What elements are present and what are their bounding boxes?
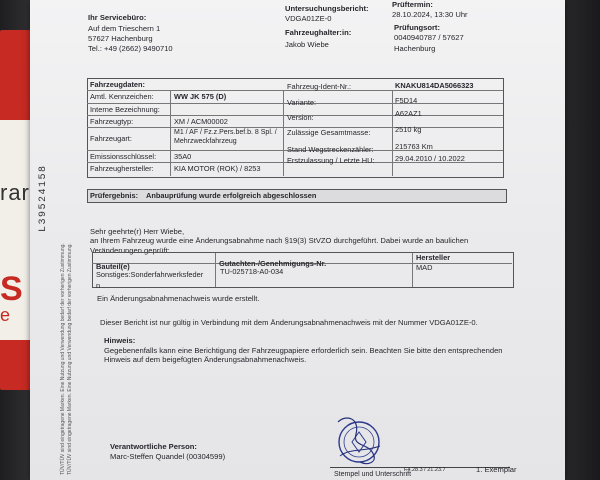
result-text: Anbauprüfung wurde erfolgreich abgeschlossen bbox=[146, 191, 317, 200]
holder-label: Fahrzeughalter:in: bbox=[285, 28, 352, 37]
location-line-1: 0040940787 / 57627 bbox=[394, 33, 464, 42]
responsible-name: Marc-Steffen Quandel (00304599) bbox=[110, 452, 226, 461]
vehicle-left-label: Emissionsschlüssel: bbox=[90, 152, 157, 161]
vehicle-left-label: Amtl. Kennzeichen: bbox=[90, 92, 154, 101]
office-line-3: Tel.: +49 (2662) 9490710 bbox=[88, 44, 173, 53]
responsible-label: Verantwortliche Person: bbox=[110, 442, 197, 451]
vehicle-left-label: Fahrzeugart: bbox=[90, 134, 132, 143]
table-column-rule bbox=[283, 90, 284, 176]
serial-number: L39524158 bbox=[38, 164, 49, 232]
hint-label: Hinweis: bbox=[104, 336, 136, 345]
vehicle-left-value: M1 / AF / Fz.z.Pers.bef.b. 8 Spl. / Mehrzweckfahrzeug bbox=[174, 129, 277, 145]
parts-header-part: Bauteil(e) bbox=[96, 262, 130, 271]
vehicle-right-label: Variante: bbox=[287, 98, 317, 107]
vehicle-right-label: Fahrzeug-Ident-Nr.: bbox=[287, 82, 352, 91]
vehicle-right-value: F5D14 bbox=[395, 96, 418, 105]
location-label: Prüfungsort: bbox=[394, 23, 440, 32]
hint-line-1: Gegebenenfalls kann eine Berichtigung der Fahrzeugpapiere erforderlich sein. Beachten Sie bitte den entsprechenden bbox=[104, 346, 503, 355]
table-column-rule bbox=[392, 90, 393, 176]
body-line-1: an Ihrem Fahrzeug wurde eine Änderungsabnahme nach §19(3) StVZO durchgeführt. Dabei wurde an baulichen bbox=[90, 236, 469, 245]
salutation: Sehr geehrte(r) Herr Wiebe, bbox=[90, 227, 185, 236]
stamp-label: Stempel und Unterschrift bbox=[334, 471, 412, 478]
vehicle-right-label: Erstzulassung / Letzte HU: bbox=[287, 156, 375, 165]
parts-header-cert: Gutachten-/Genehmigungs-Nr. bbox=[219, 259, 327, 268]
parts-row-maker: MAD bbox=[416, 263, 433, 272]
vehicle-right-value: KNAKU814DA5066323 bbox=[395, 81, 474, 90]
vehicle-right-label: Version: bbox=[287, 113, 314, 122]
report-number: VDGA01ZE-0 bbox=[285, 14, 332, 23]
copy-label: 1. Exemplar bbox=[476, 465, 517, 474]
parts-row-cert: TU-025718-A0-034 bbox=[220, 267, 284, 276]
vehicle-left-value: KIA MOTOR (ROK) / 8253 bbox=[174, 164, 261, 173]
date-label: Prüftermin: bbox=[392, 0, 433, 9]
date-value: 28.10.2024, 13:30 Uhr bbox=[392, 10, 468, 19]
vehicle-right-value: 29.04.2010 / 10.2022 bbox=[395, 154, 465, 163]
official-stamp bbox=[330, 412, 388, 470]
note-created: Ein Änderungsabnahmenachweis wurde erstellt. bbox=[97, 294, 260, 303]
form-code: F4.28.3 / 21.23.7 bbox=[404, 467, 446, 473]
vehicle-left-label: Fahrzeughersteller: bbox=[90, 164, 154, 173]
side-fine-print-1: TÜV/TÜV sind eingetragene Marken. Eine Nutzung und Verwendung bedarf der vorherigen Zustimmung. bbox=[60, 243, 66, 475]
vehicle-right-value: 215763 Km bbox=[395, 142, 433, 151]
table-column-rule bbox=[412, 253, 413, 287]
report-label: Untersuchungsbericht: bbox=[285, 4, 369, 13]
vehicle-right-label: Stand Wegstreckenzähler: bbox=[287, 145, 374, 154]
office-line-1: Auf dem Trieschern 1 bbox=[88, 24, 161, 33]
vehicle-heading: Fahrzeugdaten: bbox=[90, 80, 146, 89]
table-column-rule bbox=[170, 90, 171, 176]
note-validity: Dieser Bericht ist nur gültig in Verbindung mit dem Änderungsabnahmenachweis mit der Nummer VDGA01ZE-0. bbox=[100, 318, 478, 327]
parts-row-part-cont: n bbox=[96, 281, 101, 290]
holder-name: Jakob Wiebe bbox=[285, 40, 329, 49]
vehicle-left-label: Interne Bezeichnung: bbox=[90, 105, 160, 114]
office-label: Ihr Servicebüro: bbox=[88, 13, 147, 22]
parts-header-maker: Hersteller bbox=[416, 253, 451, 262]
side-fine-print-2: TÜV/TÜV sind eingetragene Marken. Eine Nutzung und Verwendung bedarf der vorherigen Zustimmung. bbox=[67, 243, 73, 475]
card-text-1: rar bbox=[0, 180, 30, 205]
card-text-2: S bbox=[0, 270, 23, 308]
vehicle-right-label: Zulässige Gesamtmasse: bbox=[287, 128, 371, 137]
location-line-2: Hachenburg bbox=[394, 44, 436, 53]
vehicle-left-value: 35A0 bbox=[174, 152, 192, 161]
vehicle-right-value: 2510 kg bbox=[395, 125, 422, 134]
body-line-2: Veränderungen geprüft: bbox=[90, 246, 170, 255]
vehicle-left-value: XM / ACM00002 bbox=[174, 117, 228, 126]
vehicle-left-label: Fahrzeugtyp: bbox=[90, 117, 134, 126]
card-text-3: e bbox=[0, 305, 11, 325]
office-line-2: 57627 Hachenburg bbox=[88, 34, 153, 43]
table-column-rule bbox=[215, 253, 216, 287]
vehicle-left-value: WW JK 575 (D) bbox=[174, 92, 227, 101]
hint-line-2: Hinweis auf dem beigefügten Änderungsabnahmenachweis. bbox=[104, 355, 307, 364]
vehicle-right-value: A62AZ1 bbox=[395, 109, 422, 118]
parts-row-part: Sonstiges:Sonderfahrwerksfeder bbox=[96, 270, 204, 279]
result-label: Prüfergebnis: bbox=[90, 191, 139, 200]
